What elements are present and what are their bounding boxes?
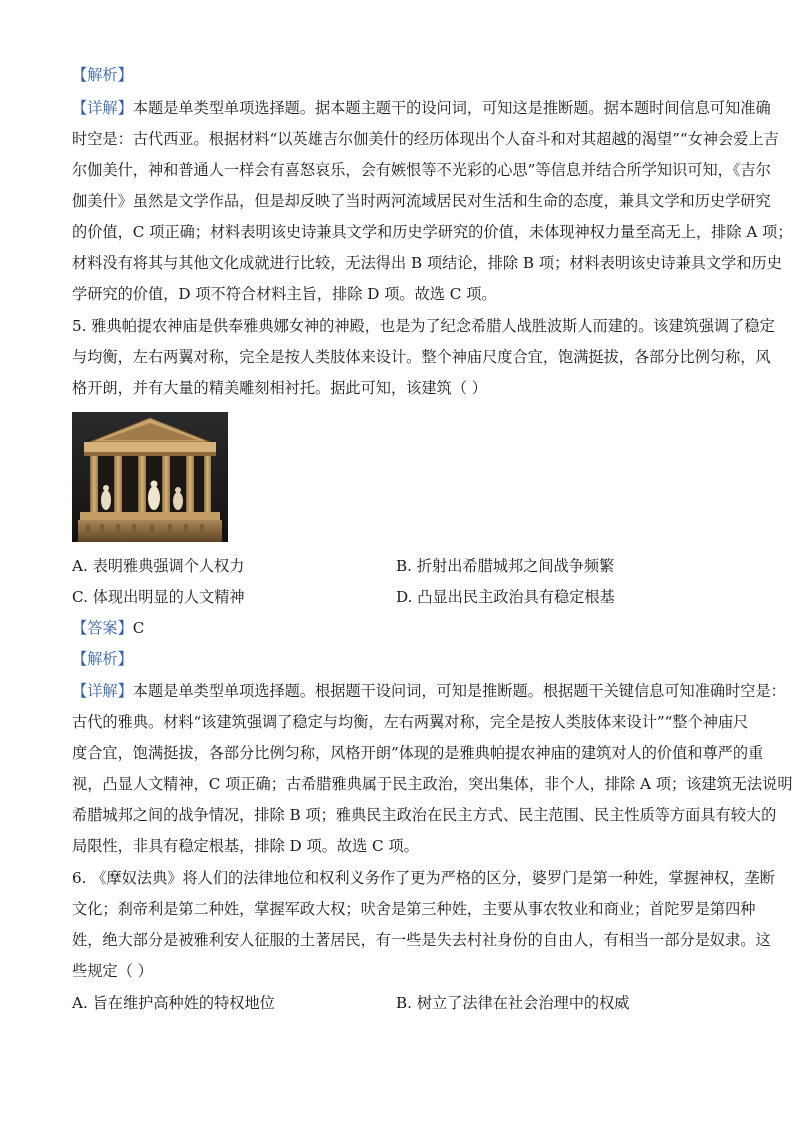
detail-label: 【详解】 bbox=[72, 682, 133, 700]
detail-line: 材料没有将其与其他文化成就进行比较，无法得出 B 项结论，排除 B 项；材料表明该史诗兼具文学和历史 bbox=[72, 254, 782, 272]
question-5-line: 5. 雅典帕提农神庙是供奉雅典娜女神的神殿，也是为了纪念希腊人战胜波斯人而建的。该建筑强调了稳定 bbox=[72, 317, 775, 335]
analysis-label: 【解析】 bbox=[72, 650, 133, 668]
parthenon-temple-image bbox=[72, 412, 228, 542]
detail-line bbox=[72, 680, 786, 702]
detail-line: 视，凸显人文精神，C 项正确；古希腊雅典属于民主政治，突出集体，非个人，排除 A 项；该建筑无法说明 bbox=[72, 775, 793, 793]
question-6-line: 些规定（ ） bbox=[72, 962, 153, 980]
detail-line: 古代的雅典。材料“该建筑强调了稳定与均衡，左右两翼对称，完全是按人类肢体来设计”“整个神庙尺 bbox=[72, 713, 749, 731]
detail-text: 本题是单类型单项选择题。据本题主题干的设问词，可知这是推断题。据本题时间信息可知准确 bbox=[132, 99, 771, 117]
detail-line bbox=[72, 97, 771, 119]
detail-text: 本题是单类型单项选择题。根据题干设问词，可知是推断题。根据题干关键信息可知准确时空是： bbox=[132, 682, 786, 700]
question-6-line: 6. 《摩奴法典》将人们的法律地位和权利义务作了更为严格的区分，婆罗门是第一种姓，掌握神权，垄断 bbox=[72, 869, 775, 887]
detail-line: 希腊城邦之间的战争情况，排除 B 项；雅典民主政治在民主方式、民主范围、民主性质等方面具有较大的 bbox=[72, 806, 777, 824]
answer-value: C bbox=[132, 619, 145, 637]
analysis-label: 【解析】 bbox=[72, 66, 133, 84]
detail-line: 伽美什》虽然是文学作品，但是却反映了当时两河流域居民对生活和生命的态度，兼具文学和历史学研究 bbox=[72, 192, 771, 210]
question-5-line: 格开朗，并有大量的精美雕刻相衬托。据此可知，该建筑（ ） bbox=[72, 379, 487, 397]
option-a: A. 旨在维护高种姓的特权地位 bbox=[72, 994, 275, 1012]
question-6-line: 姓，绝大部分是被雅利安人征服的土著居民，有一些是失去村社身份的自由人，有相当一部分是奴隶。这 bbox=[72, 931, 771, 949]
detail-line: 学研究的价值，D 项不符合材料主旨，排除 D 项。故选 C 项。 bbox=[72, 285, 497, 303]
detail-line: 的价值，C 项正确；材料表明该史诗兼具文学和历史学研究的价值，未体现神权力量至高无上，排除 A 项； bbox=[72, 223, 793, 241]
detail-line: 局限性，非具有稳定根基，排除 D 项。故选 C 项。 bbox=[72, 837, 419, 855]
answer-label: 【答案】 bbox=[72, 619, 133, 637]
detail-line: 时空是：古代西亚。根据材料“以英雄吉尔伽美什的经历体现出个人奋斗和对其超越的渴望”“女神会爱上吉 bbox=[72, 130, 779, 148]
question-5-line: 与均衡，左右两翼对称，完全是按人类肢体来设计。整个神庙尺度合宜，饱满挺拔，各部分比例匀称，风 bbox=[72, 348, 771, 366]
option-a: A. 表明雅典强调个人权力 bbox=[72, 557, 245, 575]
option-b: B. 折射出希腊城邦之间战争频繁 bbox=[396, 557, 615, 575]
option-c: C. 体现出明显的人文精神 bbox=[72, 588, 245, 606]
detail-label: 【详解】 bbox=[72, 99, 133, 117]
detail-line: 度合宜，饱满挺拔，各部分比例匀称，风格开朗”体现的是雅典帕提农神庙的建筑对人的价值和尊严的重 bbox=[72, 744, 764, 762]
answer-line bbox=[72, 617, 144, 639]
detail-line: 尔伽美什，神和普通人一样会有喜怒哀乐，会有嫉恨等不光彩的心思”等信息并结合所学知识可知，《吉尔 bbox=[72, 161, 771, 179]
option-b: B. 树立了法律在社会治理中的权威 bbox=[396, 994, 630, 1012]
question-6-line: 文化；刹帝利是第二种姓，掌握军政大权；吠舍是第三种姓，主要从事农牧业和商业；首陀罗是第四种 bbox=[72, 900, 756, 918]
option-d: D. 凸显出民主政治具有稳定根基 bbox=[396, 588, 615, 606]
